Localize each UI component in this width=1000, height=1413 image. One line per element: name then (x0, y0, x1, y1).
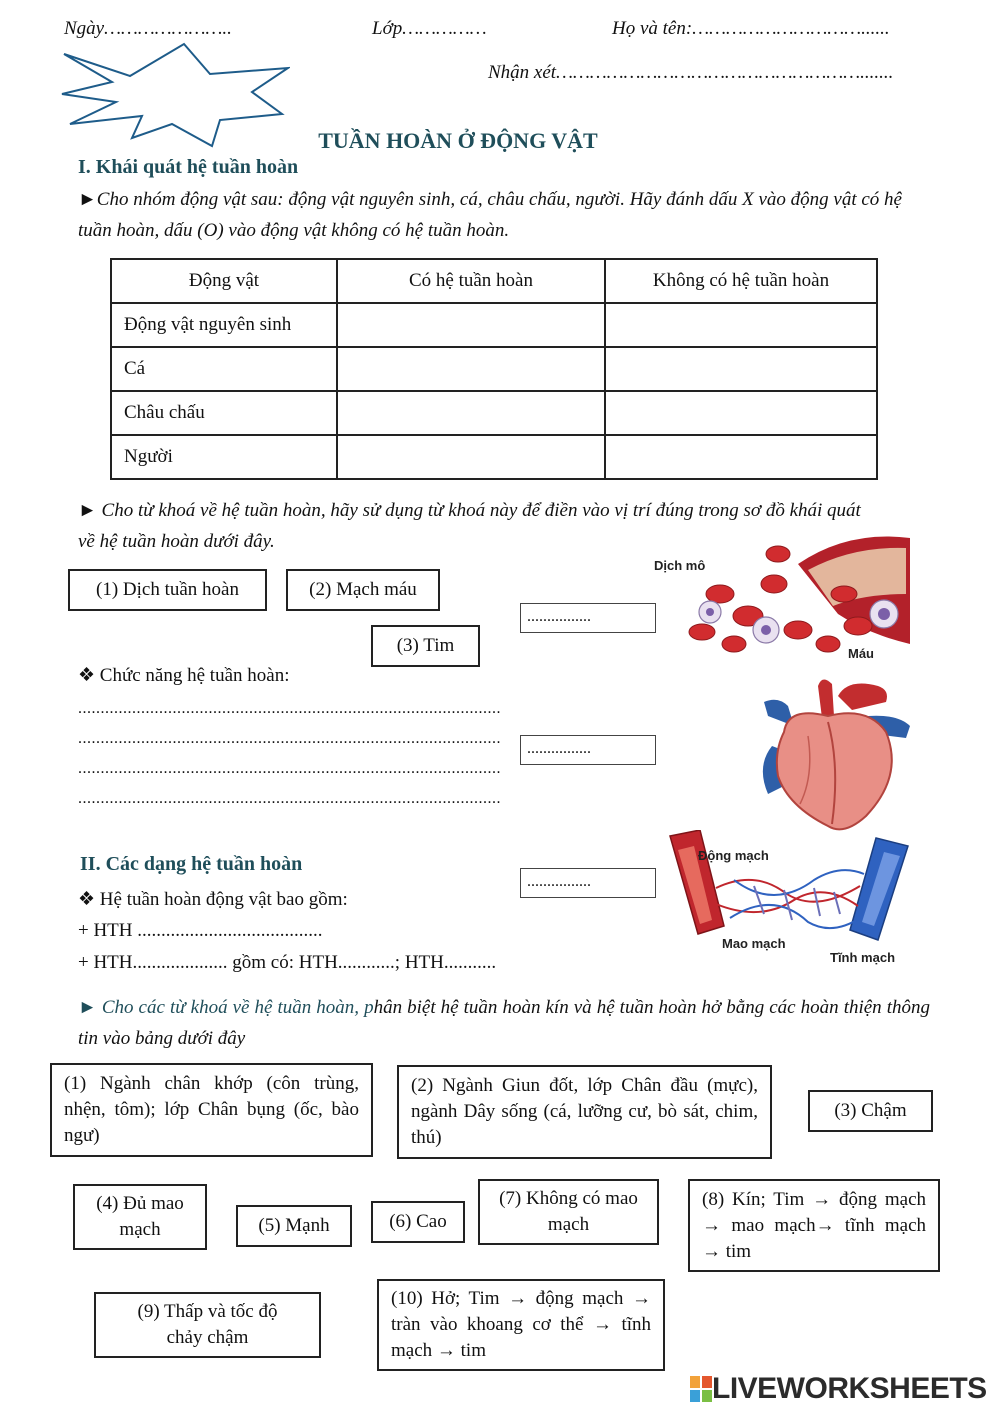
answer-cell[interactable] (605, 347, 877, 391)
keyword-box-6[interactable]: (6) Cao (371, 1201, 465, 1243)
label-artery: Động mạch (698, 848, 769, 863)
keyword-box-5[interactable]: (5) Mạnh (236, 1205, 352, 1247)
answer-cell[interactable] (605, 391, 877, 435)
name-field[interactable]: Họ và tên:…………………………...... (612, 18, 890, 39)
label-capillary: Mao mạch (722, 936, 786, 951)
liveworksheets-logo (690, 1372, 987, 1406)
instruction-rest: hân biệt hệ tuần hoàn kín và hệ tuần hoàn hở bằng các hoàn thiện thông tin vào bảng dưới đây (78, 997, 930, 1049)
dotted-line[interactable]: .............................................................................................. (78, 760, 501, 777)
table-header: Không có hệ tuần hoàn (605, 259, 877, 303)
animal-cell: Châu chấu (111, 391, 337, 435)
hth-line-2[interactable]: + HTH.................... gồm có: HTH............; HTH........... (78, 952, 497, 973)
section2-instruction (78, 992, 930, 1054)
includes-label: ❖ Hệ tuần hoàn động vật bao gồm: (78, 889, 348, 910)
answer-cell[interactable] (337, 303, 605, 347)
answer-box-1[interactable]: ................ (520, 603, 656, 633)
animal-cell: Người (111, 435, 337, 479)
dotted-line[interactable]: .............................................................................................. (78, 730, 501, 747)
dotted-line[interactable]: .............................................................................................. (78, 700, 501, 717)
keyword-blood-vessels[interactable]: (2) Mạch máu (286, 569, 440, 611)
table-row (111, 435, 877, 479)
answer-cell[interactable] (337, 435, 605, 479)
page-title: TUẦN HOÀN Ở ĐỘNG VẬT (318, 128, 598, 153)
keyword-box-2[interactable]: (2) Ngành Giun đốt, lớp Chân đầu (mực), ngành Dây sống (cá, lưỡng cư, bò sát, chim, thú) (397, 1065, 772, 1159)
keyword-box-7[interactable]: (7) Không có mao mạch (478, 1179, 659, 1245)
section1-heading: I. Khái quát hệ tuần hoàn (78, 156, 299, 178)
logo-mark-icon (690, 1376, 712, 1402)
class-field[interactable]: Lớp…………… (372, 18, 487, 39)
answer-cell[interactable] (337, 347, 605, 391)
animal-cell: Cá (111, 347, 337, 391)
logo-text: LIVEWORKSHEETS (712, 1372, 987, 1405)
section1-instruction2: ► Cho từ khoá về hệ tuần hoàn, hãy sử dụng từ khoá này để điền vào vị trí đúng trong sơ đồ khái quát về hệ tuần hoàn dưới đây. (78, 500, 861, 552)
keyword-box-1[interactable]: (1) Ngành chân khớp (côn trùng, nhện, tôm); lớp Chân bụng (ốc, bào ngư) (50, 1063, 373, 1157)
keyword-heart[interactable]: (3) Tim (371, 625, 480, 667)
answer-cell[interactable] (337, 391, 605, 435)
keyword-box-8[interactable]: (8) Kín; Tim → động mạch → mao mạch→ tĩnh mạch → tim (688, 1179, 940, 1272)
table-row (111, 303, 877, 347)
section1-instruction: ►Cho nhóm động vật sau: động vật nguyên sinh, cá, châu chấu, người. Hãy đánh dấu X vào động vật có hệ tuần hoàn, dấu (O) vào động vật không có hệ tuần hoàn. (78, 189, 902, 241)
classification-table (110, 258, 878, 480)
heart-illustration (748, 676, 918, 832)
animal-cell: Động vật nguyên sinh (111, 303, 337, 347)
blood-cells-illustration (648, 534, 912, 664)
answer-cell[interactable] (605, 435, 877, 479)
dotted-line[interactable]: .............................................................................................. (78, 790, 501, 807)
blood-vessels-illustration (664, 830, 914, 970)
section2-heading: II. Các dạng hệ tuần hoàn (80, 853, 303, 875)
table-header: Động vật (111, 259, 337, 303)
table-row (111, 347, 877, 391)
function-label: ❖ Chức năng hệ tuần hoàn: (78, 665, 290, 686)
table-row (111, 391, 877, 435)
keyword-box-9[interactable]: (9) Thấp và tốc độ chảy chậm (94, 1292, 321, 1358)
label-vein: Tĩnh mạch (830, 950, 896, 965)
comment-field[interactable]: Nhận xét………………………………………………....... (488, 62, 894, 83)
answer-box-2[interactable]: ................ (520, 735, 656, 765)
keyword-box-4[interactable]: (4) Đủ mao mạch (73, 1184, 207, 1250)
answer-cell[interactable] (605, 303, 877, 347)
keyword-box-3[interactable]: (3) Chậm (808, 1090, 933, 1132)
label-blood: Máu (848, 646, 874, 661)
table-header-row (111, 259, 877, 303)
answer-box-3[interactable]: ................ (520, 868, 656, 898)
keyword-box-10[interactable]: (10) Hở; Tim → động mạch → tràn vào khoang cơ thể → tĩnh mạch → tim (377, 1279, 665, 1371)
label-tissue-fluid: Dịch mô (654, 558, 706, 573)
table-header: Có hệ tuần hoàn (337, 259, 605, 303)
function-answer-lines[interactable] (78, 694, 501, 814)
hth-line-1[interactable]: + HTH ....................................... (78, 920, 323, 941)
date-field[interactable]: Ngày………………….. (64, 18, 232, 39)
instruction-highlight: ► Cho các từ khoá về hệ tuần hoàn, p (78, 997, 374, 1018)
keyword-circulatory-fluid[interactable]: (1) Dịch tuần hoàn (68, 569, 267, 611)
